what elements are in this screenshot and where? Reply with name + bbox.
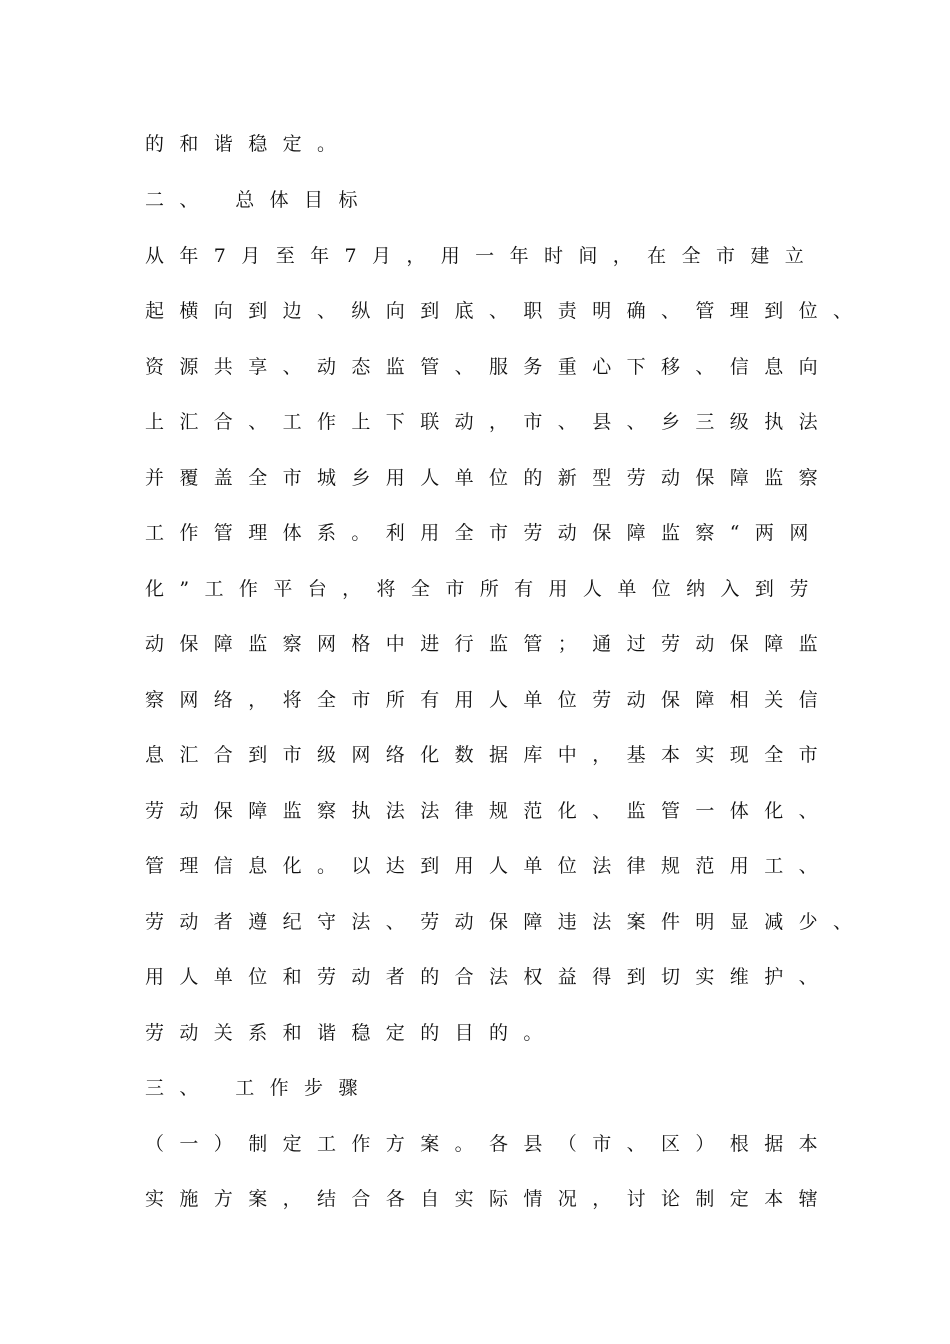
- text-line: 的和谐稳定。: [145, 133, 352, 155]
- text-line: 劳动保障监察执法法律规范化、监管一体化、: [145, 800, 834, 822]
- text-line: 管理信息化。以达到用人单位法律规范用工、: [145, 855, 834, 877]
- text-line: 工作管理体系。利用全市劳动保障监察“两网: [145, 522, 824, 544]
- section-heading: 三、 工作步骤: [145, 1077, 373, 1099]
- text-line: 上汇合、工作上下联动，市、县、乡三级执法: [145, 411, 834, 433]
- text-line: 动保障监察网格中进行监管；通过劳动保障监: [145, 633, 834, 655]
- text-line: 劳动者遵纪守法、劳动保障违法案件明显减少、: [145, 911, 868, 933]
- text-line: 资源共享、动态监管、服务重心下移、信息向: [145, 356, 834, 378]
- text-line: 起横向到边、纵向到底、职责明确、管理到位、: [145, 300, 868, 322]
- text-line: 用人单位和劳动者的合法权益得到切实维护、: [145, 966, 834, 988]
- text-line: 察网络，将全市所有用人单位劳动保障相关信: [145, 689, 834, 711]
- section-heading: 二、 总体目标: [145, 189, 373, 211]
- text-line: 息汇合到市级网络化数据库中，基本实现全市: [145, 744, 834, 766]
- text-line: 化”工作平台，将全市所有用人单位纳入到劳: [145, 578, 824, 600]
- text-line: 实施方案，结合各自实际情况，讨论制定本辖: [145, 1188, 834, 1210]
- text-line: 从年7月至年7月，用一年时间，在全市建立: [145, 245, 820, 267]
- text-line: 并覆盖全市城乡用人单位的新型劳动保障监察: [145, 467, 834, 489]
- text-line: （一）制定工作方案。各县（市、区）根据本: [145, 1133, 834, 1155]
- text-line: 劳动关系和谐稳定的目的。: [145, 1022, 558, 1044]
